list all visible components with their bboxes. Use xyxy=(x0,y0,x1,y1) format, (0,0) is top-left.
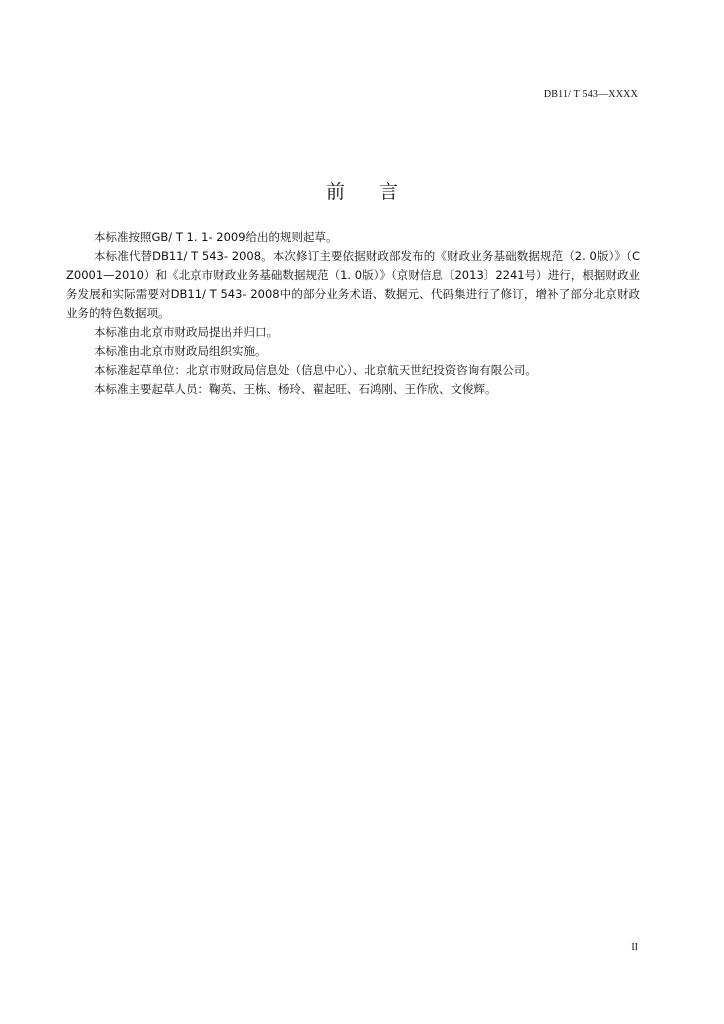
standard-code-header: DB11/ T 543—XXXX xyxy=(543,89,638,100)
paragraph-replacement-note: 本标准代替DB11/ T 543- 2008。本次修订主要依据财政部发布的《财政业务基础数据规范（2. 0版）》（CZ0001—2010）和《北京市财政业务基础数据规范（1. 0版）》（京财信息〔2013〕2241号）进行，根据财政业务发展和实际需要对DB11/ T 543- 2008中的部分业务术语、数据元、代码集进行了修订，增补了部分北京财政业务的特色数据项。 xyxy=(66,249,640,320)
page-number: II xyxy=(631,942,638,953)
paragraph-drafters: 本标准主要起草人员：鞠英、王栋、杨玲、翟起旺、石鸿刚、王作欣、文俊辉。 xyxy=(94,382,497,396)
paragraph-implementer: 本标准由北京市财政局组织实施。 xyxy=(94,344,267,358)
title-char-2: 言 xyxy=(379,180,399,203)
title-char-1: 前 xyxy=(325,180,345,203)
paragraph-drafting-rules: 本标准按照GB/ T 1. 1- 2009给出的规则起草。 xyxy=(94,230,338,244)
page-title xyxy=(0,177,724,204)
paragraph-drafting-units: 本标准起草单位：北京市财政局信息处（信息中心）、北京航天世纪投资咨询有限公司。 xyxy=(94,363,537,377)
paragraph-proposer: 本标准由北京市财政局提出并归口。 xyxy=(94,325,278,339)
foreword-body xyxy=(66,228,640,399)
